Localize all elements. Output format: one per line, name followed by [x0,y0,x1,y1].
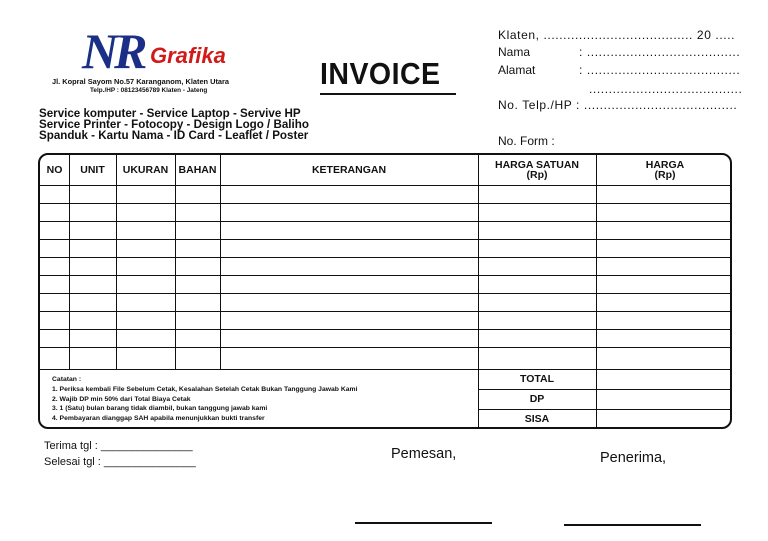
col-bahan: BAHAN [178,164,217,176]
telp-field: No. Telp./HP : ....................................... [498,98,738,112]
col-harga-unit: (Rp) [654,169,676,181]
company-phone: Telp./HP : 08123456789 Klaten - Jateng [90,87,208,94]
alamat-label: Alamat [498,63,536,77]
nama-field: : ....................................... [579,45,741,59]
logo-mark: NR [82,23,144,79]
invoice-title: INVOICE [320,56,441,91]
col-harga-satuan-unit: (Rp) [526,169,548,181]
note-1: 1. Periksa kembali File Sebelum Cetak, Kesalahan Setelah Cetak Bukan Tanggung Jawab Kami [52,385,358,393]
col-no: NO [46,164,63,176]
note-2: 2. Wajib DP min 50% dari Total Biaya Cetak [52,395,191,403]
note-4: 4. Pembayaran dianggap SAH apabila menunjukkan bukti transfer [52,415,265,423]
alamat-field-line2: ....................................... [589,82,743,96]
services-line-2: Service Printer - Fotocopy - Design Logo / Baliho [39,118,309,131]
terima-date: Terima tgl : _______________ [44,440,193,452]
pemesan-label: Pemesan, [391,446,457,462]
company-logo [52,22,292,100]
alamat-field: : ....................................... [579,63,741,77]
company-address: Jl. Kopral Sayom No.57 Karanganom, Klaten Utara [52,77,230,86]
services-list [39,108,309,141]
penerima-label: Penerima, [600,450,667,466]
selesai-date: Selesai tgl : _______________ [44,456,196,468]
date-field: Klaten, ...................................... 20 ..... [498,28,736,42]
notes [52,375,357,424]
col-harga-satuan-label: HARGA SATUAN [495,159,579,171]
col-harga [596,155,732,185]
nama-label: Nama [498,45,531,59]
col-unit: UNIT [80,164,105,176]
col-harga-satuan [478,155,596,185]
col-ukuran: UKURAN [122,164,169,176]
services-line-1: Service komputer - Service Laptop - Servive HP [39,107,301,120]
services-line-3: Spanduk - Kartu Nama - ID Card - Leaflet / Poster [39,129,309,142]
note-3: 3. 1 (Satu) bulan barang tidak diambil, bukan tanggung jawab kami [52,405,268,413]
sisa-label: SISA [524,413,550,425]
form-number: No. Form : [498,134,555,148]
title-underline [320,93,456,95]
dp-label: DP [529,393,545,405]
invoice-table [38,153,732,429]
total-label: TOTAL [519,373,555,385]
notes-title: Catatan : [52,376,82,383]
col-keterangan: KETERANGAN [311,164,387,176]
col-harga-label: HARGA [645,159,685,171]
penerima-signature-line [564,524,701,526]
pemesan-signature-line [355,522,492,524]
logo-name: Grafika [150,43,226,68]
